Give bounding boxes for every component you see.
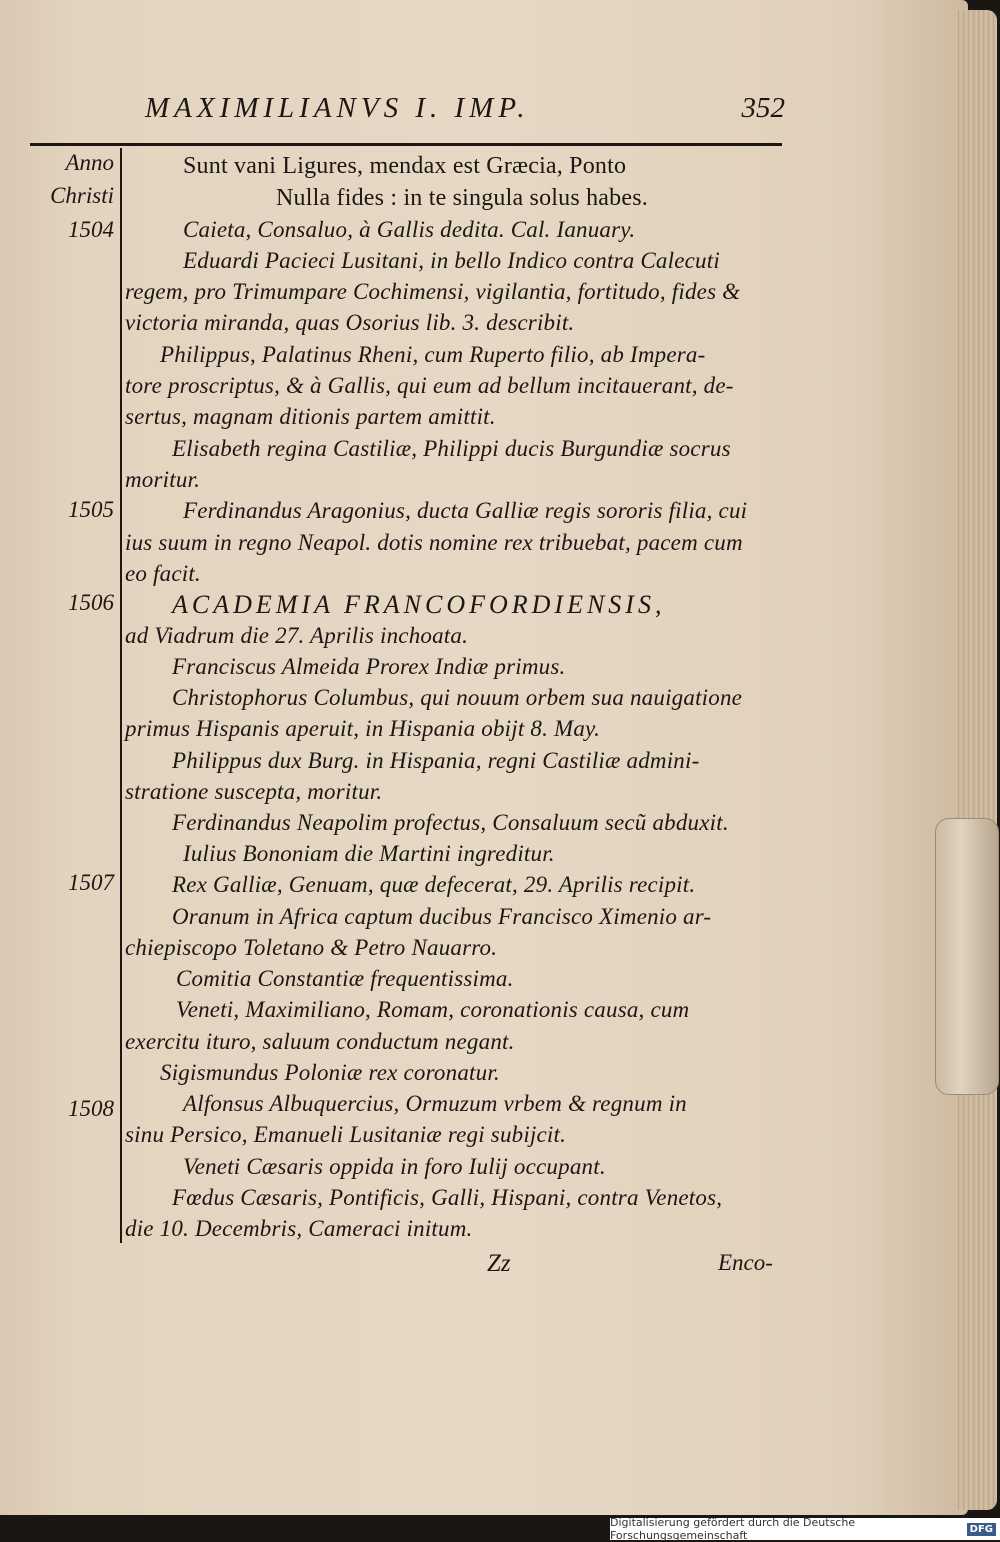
text-line: die 10. Decembris, Cameraci initum. — [125, 1216, 473, 1241]
margin-year-1506: 1506 — [68, 590, 114, 615]
text-line: sinu Persico, Emanueli Lusitaniæ regi subijcit. — [125, 1122, 567, 1147]
text-line: primus Hispanis aperuit, in Hispania obijt 8. May. — [125, 716, 601, 741]
digitization-credit — [610, 1518, 1000, 1540]
text-line: victoria miranda, quas Osorius lib. 3. describit. — [125, 310, 575, 335]
text-line: Eduardi Pacieci Lusitani, in bello Indico contra Calecuti — [183, 248, 720, 273]
catchword: Enco- — [718, 1250, 773, 1275]
margin-anno: Anno — [65, 150, 114, 175]
margin-year-1508: 1508 — [68, 1096, 114, 1121]
running-head: MAXIMILIANVS I. IMP. — [145, 92, 530, 124]
folio-number: 352 — [741, 92, 785, 124]
text-line: ad Viadrum die 27. Aprilis inchoata. — [125, 623, 469, 648]
book-clasp — [935, 818, 999, 1095]
text-line: chiepiscopo Toletano & Petro Nauarro. — [125, 935, 498, 960]
text-line-heading: ACADEMIA FRANCOFORDIENSIS, — [172, 590, 666, 619]
text-line: Comitia Constantiæ frequentissima. — [176, 966, 514, 991]
margin-year-1505: 1505 — [68, 497, 114, 522]
text-line: Nulla fides : in te singula solus habes. — [276, 185, 648, 211]
signature-mark: Zz — [487, 1250, 511, 1277]
text-line: ius suum in regno Neapol. dotis nomine rex tribuebat, pacem cum — [125, 530, 743, 555]
text-line: Christophorus Columbus, qui nouum orbem sua nauigatione — [172, 685, 743, 710]
margin-year-1507: 1507 — [68, 870, 114, 895]
text-line: sertus, magnam ditionis partem amittit. — [125, 404, 496, 429]
text-line: regem, pro Trimumpare Cochimensi, vigilantia, fortitudo, fides & — [125, 279, 741, 304]
credit-text: Digitalisierung gefördert durch die Deutsche Forschungsgemeinschaft — [610, 1516, 856, 1542]
text-line: Veneti, Maximiliano, Romam, coronationis causa, cum — [176, 997, 690, 1022]
text-line: Franciscus Almeida Prorex Indiæ primus. — [172, 654, 566, 679]
text-line: Ferdinandus Neapolim profectus, Consaluum secũ abduxit. — [172, 810, 729, 835]
text-line: Veneti Cæsaris oppida in foro Iulij occupant. — [183, 1154, 606, 1179]
text-line: tore proscriptus, & à Gallis, qui eum ad bellum incitauerant, de- — [125, 373, 734, 398]
text-line: Fœdus Cæsaris, Pontificis, Galli, Hispani, contra Venetos, — [172, 1185, 723, 1210]
margin-christi: Christi — [50, 183, 114, 208]
text-line: Sigismundus Poloniæ rex coronatur. — [160, 1060, 500, 1085]
text-line: stratione suscepta, moritur. — [125, 779, 383, 804]
text-line: Iulius Bononiam die Martini ingreditur. — [183, 841, 555, 866]
text-line: moritur. — [125, 467, 201, 492]
text-line: exercitu ituro, saluum conductum negant. — [125, 1029, 515, 1054]
margin-rule — [120, 148, 122, 1243]
header-rule — [30, 143, 782, 146]
text-line: Caieta, Consaluo, à Gallis dedita. Cal. Ianuary. — [183, 217, 636, 242]
text-line: Philippus, Palatinus Rheni, cum Ruperto filio, ab Impera- — [160, 342, 706, 367]
text-line: Philippus dux Burg. in Hispania, regni Castiliæ admini- — [172, 748, 700, 773]
text-line: eo facit. — [125, 561, 201, 586]
page-header — [145, 92, 785, 132]
page-edges — [955, 10, 997, 1510]
text-line: Sunt vani Ligures, mendax est Græcia, Ponto — [183, 153, 627, 179]
dfg-logo-icon: DFG — [967, 1523, 996, 1536]
text-line: Ferdinandus Aragonius, ducta Galliæ regis sororis filia, cui — [183, 498, 748, 523]
margin-year-1504: 1504 — [68, 217, 114, 242]
text-line: Alfonsus Albuquercius, Ormuzum vrbem & regnum in — [183, 1091, 687, 1116]
text-line: Elisabeth regina Castiliæ, Philippi ducis Burgundiæ socrus — [172, 436, 731, 461]
text-line: Oranum in Africa captum ducibus Francisco Ximenio ar- — [172, 904, 712, 929]
text-line: Rex Galliæ, Genuam, quæ defecerat, 29. Aprilis recipit. — [172, 872, 696, 897]
